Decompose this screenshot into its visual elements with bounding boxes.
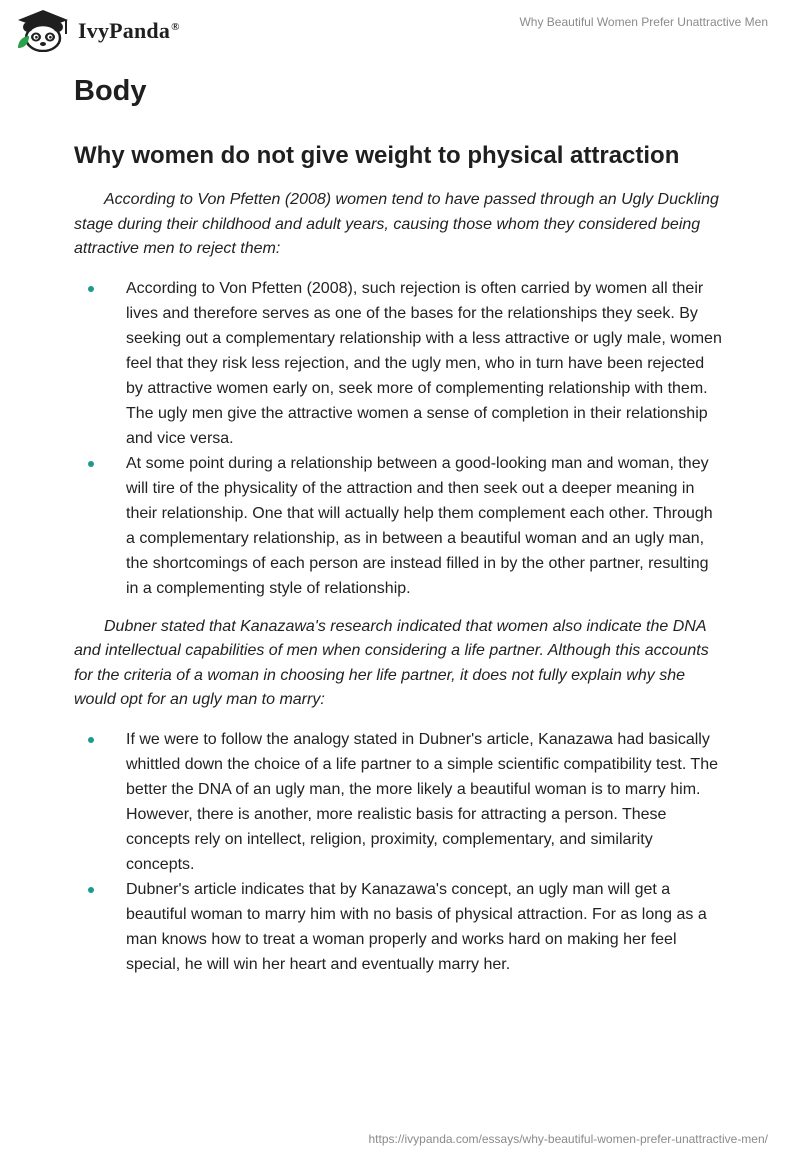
list-item-text: At some point during a relationship between a good-looking man and woman, they will tire of the physicality of the attraction and then seek out a deeper meaning in their relationship. One that will actually help them complement each other. Through a complementary relationship, as in between a beautiful woman and an ugly man, the shortcomings of each person are instead filled in by the other partner, resulting in a complementing style of relationship.	[126, 454, 713, 597]
page-header	[0, 0, 800, 70]
bullet-icon	[88, 461, 94, 467]
panda-logo-icon	[14, 8, 72, 52]
bullet-icon	[88, 887, 94, 893]
list-item	[74, 276, 724, 451]
list-item	[74, 877, 724, 977]
document-title: Why Beautiful Women Prefer Unattractive Men	[519, 15, 768, 29]
list-item	[74, 451, 724, 601]
bullet-icon	[88, 286, 94, 292]
bullet-list-2	[74, 727, 724, 977]
source-url-link[interactable]: https://ivypanda.com/essays/why-beautiful-women-prefer-unattractive-men/	[368, 1132, 768, 1146]
logo-wordmark: IvyPanda®	[78, 18, 180, 43]
bullet-icon	[88, 737, 94, 743]
section-subheading: Why women do not give weight to physical attraction	[74, 142, 680, 169]
list-item-text: Dubner's article indicates that by Kanazawa's concept, an ugly man will get a beautiful woman to marry him with no basis of physical attraction. For as long as a man knows how to treat a woman properly and works hard on making her feel special, he will win her heart and eventually marry her.	[126, 880, 707, 973]
section-heading: Body	[74, 75, 147, 107]
document-body	[74, 72, 724, 977]
registered-mark: ®	[171, 20, 180, 33]
intro-paragraph: According to Von Pfetten (2008) women tend to have passed through an Ugly Duckling stage during their childhood and adult years, causing those whom they considered being attractive men to reject them:	[74, 191, 719, 257]
list-item-text: According to Von Pfetten (2008), such rejection is often carried by women all their lives and therefore serves as one of the bases for the relationships they seek. By seeking out a complementary relationship with a less attractive or ugly male, women feel that they risk less rejection, and the ugly men, who in turn have been rejected by attractive women early on, seek more of complementing relationship with them. The ugly men give the attractive women a sense of completion in their relationship and vice versa.	[126, 279, 722, 447]
ivypanda-logo[interactable]	[14, 8, 180, 52]
second-paragraph: Dubner stated that Kanazawa's research indicated that women also indicate the DNA and intellectual capabilities of men when considering a life partner. Although this accounts for the criteria of a woman in choosing her life partner, it does not fully explain why she would opt for an ugly man to marry:	[74, 617, 709, 708]
bullet-list-1	[74, 276, 724, 601]
list-item	[74, 727, 724, 877]
list-item-text: If we were to follow the analogy stated in Dubner's article, Kanazawa had basically whittled down the choice of a life partner to a simple scientific compatibility test. The better the DNA of an ugly man, the more likely a beautiful woman is to marry him. However, there is another, more realistic basis for attracting a person. These concepts rely on intellect, religion, proximity, complementary, and similarity concepts.	[126, 730, 718, 873]
